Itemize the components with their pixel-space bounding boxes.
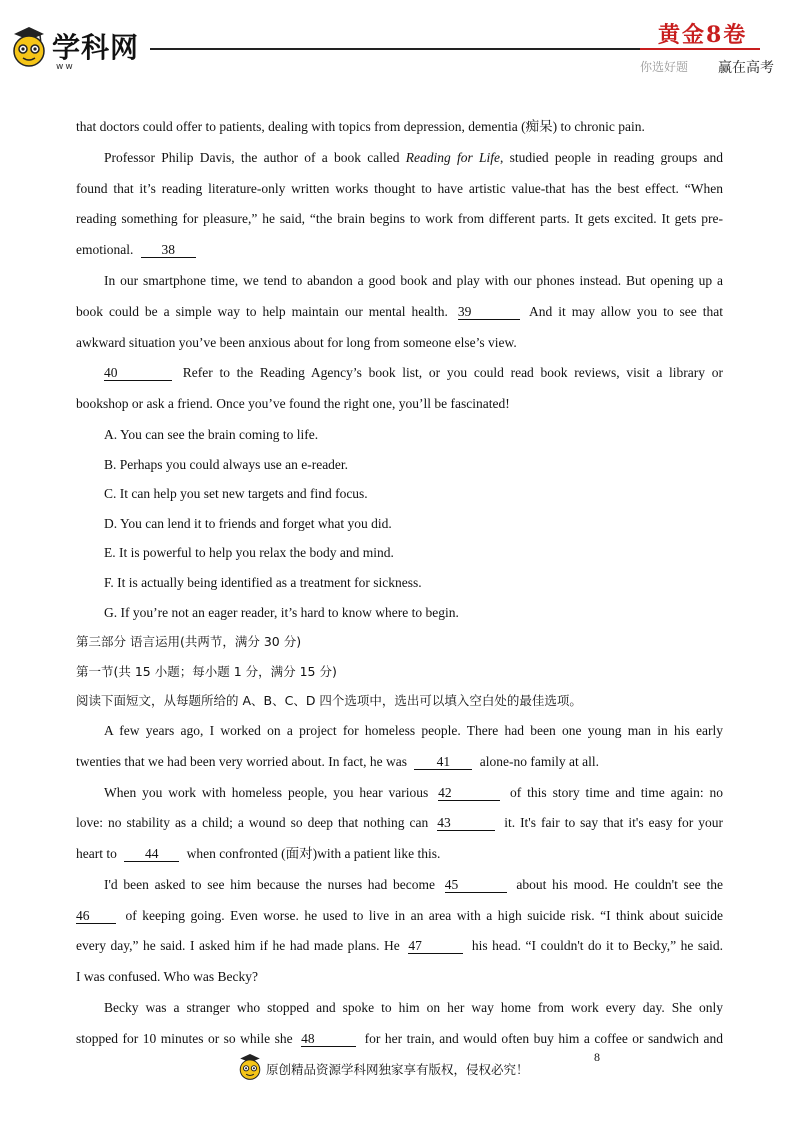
text-line: that doctors could offer to patients, dealing with topics from depression, dementia (痴呆) to chronic pain. [76,119,645,134]
text-line: heart to 44 when confronted (面对)with a patient like this. [76,846,441,862]
answer-blank[interactable]: 41 [414,754,472,770]
page-footer [236,1052,566,1082]
slogan: 赢在高考 [718,60,774,76]
text-line: twenties that we had been very worried about. In fact, he was 41 alone-no family at all. [76,753,599,769]
brand-subtitle: ww [56,62,75,72]
text-line: I was confused. Who was Becky? [76,969,258,985]
option-d: D. You can lend it to friends and forget what you did. [104,515,392,531]
option-b: B. Perhaps you could always use an e-reader. [104,456,349,472]
text-line: When you work with homeless people, you hear various 42 of this story time and time again: no [104,784,724,800]
answer-blank[interactable]: 48 [301,1031,356,1047]
option-a: A. You can see the brain coming to life. [104,426,319,442]
answer-blank[interactable]: 47 [408,938,463,954]
answer-blank[interactable]: 38 [141,242,196,258]
page-header [0,0,800,80]
text-line: found that it’s reading literature-only written works thought to have artistic value-that has the best effect. “When [76,180,723,196]
section-heading: 第三部分 语言运用(共两节，满分 30 分) [76,634,302,650]
copyright-notice: 原创精品资源学科网独家享有版权，侵权必究！ [266,1062,529,1077]
logo-face-icon [10,24,48,70]
answer-blank[interactable]: 40 [104,365,172,381]
instructions: 阅读下面短文，从每题所给的 A、B、C、D 四个选项中，选出可以填入空白处的最佳选项。 [76,693,582,709]
text-line: In our smartphone time, we tend to abandon a good book and play with our phones instead. But opening up a [104,272,723,288]
text-line: every day,” he said. I asked him if he had made plans. He 47 his head. “I couldn't do it to Becky,” he said. [76,938,724,954]
text-line: book could be a simple way to help maintain our mental health. 39 And it may allow you to see that [76,303,723,319]
answer-blank[interactable]: 44 [124,846,179,862]
brand-name: 学科网 [52,31,140,64]
book-title: Reading for Life [405,149,500,165]
text-line: emotional. 38 [76,235,723,266]
answer-blank[interactable]: 42 [438,785,500,801]
text-line: bookshop or ask a friend. Once you’ve found the right one, you’ll be fascinated! [76,396,510,412]
text-line: stopped for 10 minutes or so while she 48 for her train, and would often buy him a coffee or sandwich and [76,1030,724,1046]
document-body [76,112,723,1055]
answer-blank[interactable]: 43 [437,815,495,831]
option-e: E. It is powerful to help you relax the body and mind. [104,545,394,561]
option-g: G. If you’re not an eager reader, it’s hard to know where to begin. [104,604,459,620]
answer-blank[interactable]: 45 [445,877,507,893]
text-line: I'd been asked to see him because the nurses had become 45 about his mood. He couldn't see the [104,876,723,892]
answer-blank[interactable]: 39 [458,304,520,320]
text-line: A few years ago, I worked on a project for homeless people. There had been one young man in his early [104,722,723,738]
subsection-heading: 第一节(共 15 小题；每小题 1 分，满分 15 分) [76,663,337,679]
header-divider [150,48,640,50]
text-line: Professor Philip Davis, the author of a book called Reading for Life, studied people in reading groups and [104,149,724,165]
option-f: F. It is actually being identified as a treatment for sickness. [104,574,422,590]
slogan-cut-text: 你选好题 [640,60,689,74]
text-line: love: no stability as a child; a wound so deep that nothing can 43 it. It's fair to say that it's easy for your [76,815,723,831]
text-line: 40 Refer to the Reading Agency’s book list, or you could read book reviews, visit a library or [104,365,724,381]
text-line: awkward situation you’ve been anxious about for long from someone else’s view. [76,334,517,350]
option-c: C. It can help you set new targets and find focus. [104,486,368,502]
answer-blank[interactable]: 46 [76,908,116,924]
gold-title: 黄金8卷 [658,22,748,48]
text-line: reading something for pleasure,” he said, “the brain begins to work from different parts. It gets excited. It gets pre- [76,211,723,227]
text-line: Becky was a stranger who stopped and spoke to him on her way home from work every day. She only [104,1000,723,1016]
text-line: 46 of keeping going. Even worse. he used to live in an area with a high suicide risk. “I think about suicide [76,907,724,923]
logo-face-icon [236,1052,264,1082]
page-number: 8 [594,1050,600,1064]
